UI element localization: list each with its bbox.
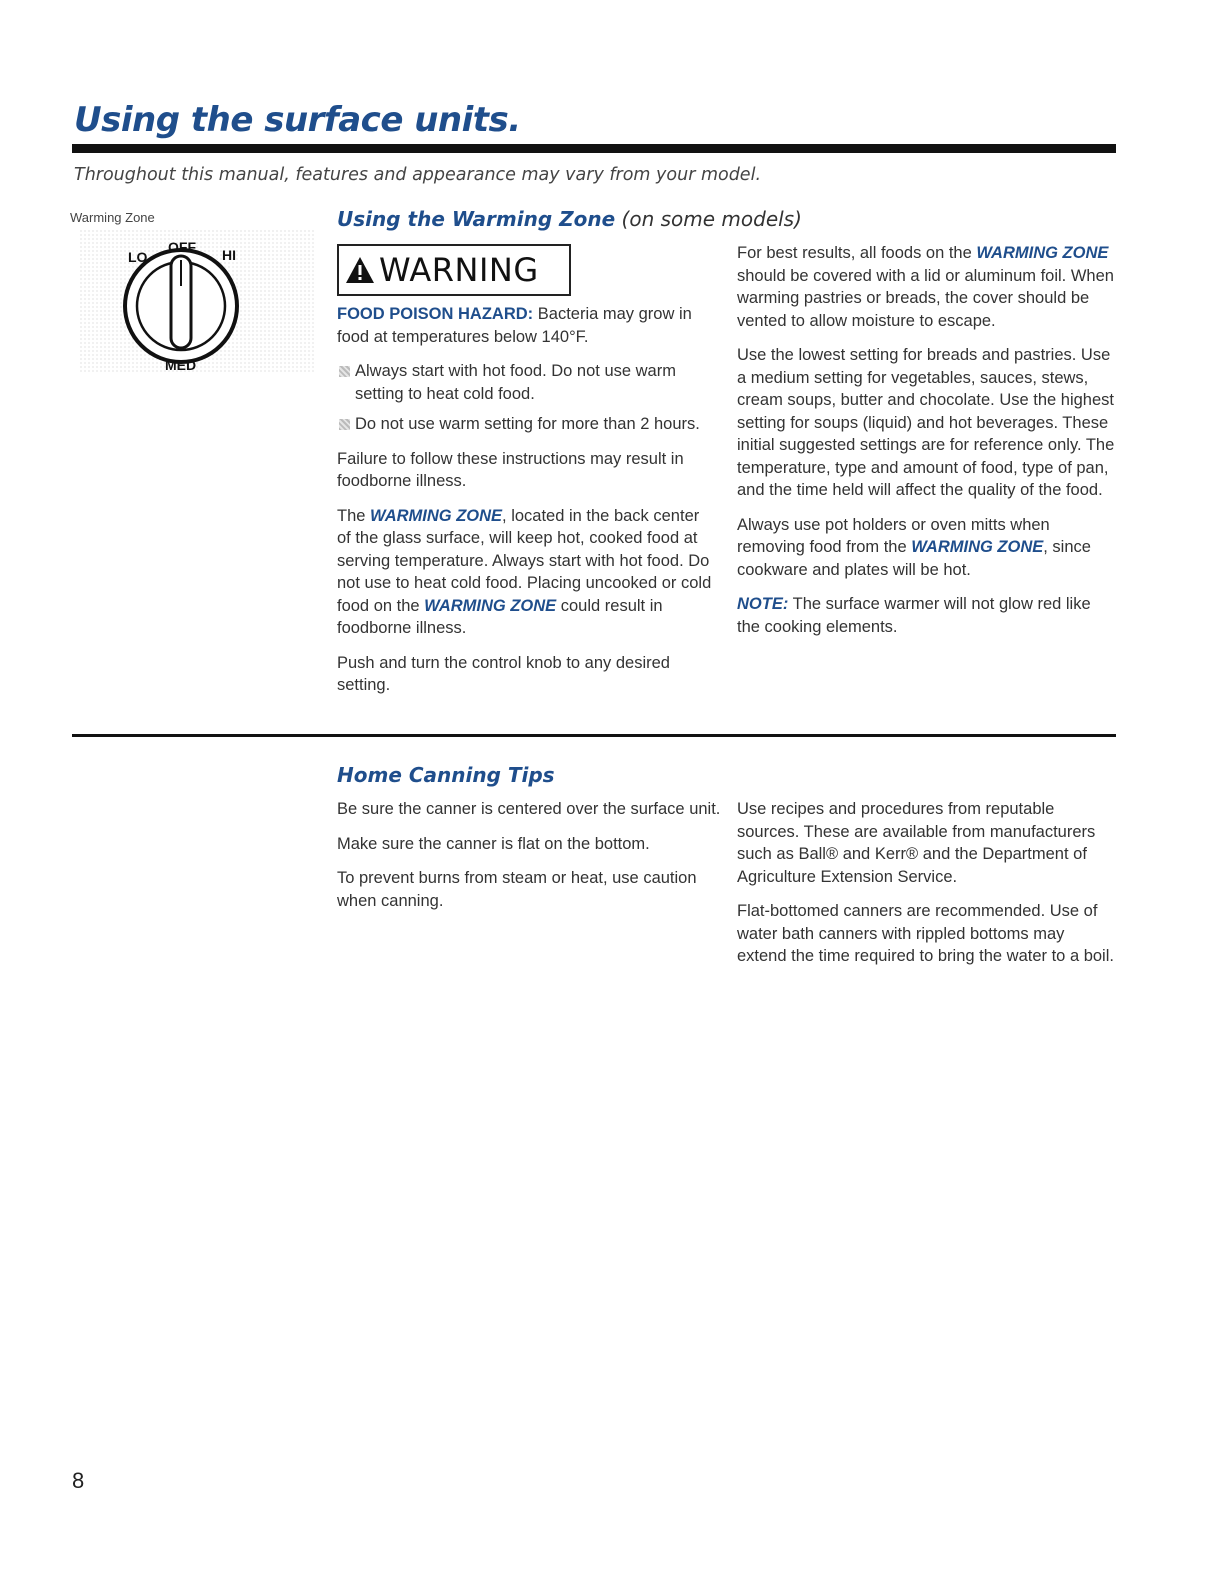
knob-label-med: MED: [165, 357, 197, 372]
section-divider: [72, 734, 1116, 737]
warning-label: WARNING: [379, 251, 539, 289]
note-label: NOTE:: [737, 595, 789, 613]
zone-name: WARMING ZONE: [370, 506, 503, 525]
hazard-text: Bacteria may grow in food at temperatures below 140°F.: [337, 305, 692, 346]
canning-right-column: [737, 798, 1115, 980]
canning-tip: Use recipes and procedures from reputable sources. These are available from manufacturers such as Ball® and Kerr® and the Department of Agriculture Extension Service.: [737, 800, 1096, 886]
failure-paragraph: Failure to follow these instructions may result in foodborne illness.: [337, 449, 684, 490]
canning-tip: Flat-bottomed canners are recommended. Use of water bath canners with rippled bottoms may extend the time required to bring the water to a boil.: [737, 902, 1114, 965]
text-run: could result in foodborne illness.: [337, 596, 663, 637]
settings-paragraph: Use the lowest setting for breads and pastries. Use a medium setting for vegetables, sauces, stews, cream soups, butter and chocolate. Use the highest setting for soups (liquid) and hot beverages. These initial suggested settings are for reference only. The temperature, type and amount of food, type of pan, and the time held will affect the quality of the food.: [737, 346, 1115, 499]
zone-name: WARMING ZONE: [976, 244, 1109, 262]
bullet-square-icon: [339, 419, 350, 430]
hazard-label: FOOD POISON HAZARD:: [337, 305, 534, 323]
canning-heading: [337, 763, 555, 787]
text-run: , located in the back center of the glass surface, will keep hot, cooked food at serving temperature. Always start with hot food. Do not use to heat cold food. Placing uncooked or cold food on the: [337, 506, 712, 615]
page-number: 8: [72, 1468, 85, 1493]
title-rule: [72, 144, 1116, 153]
warming-zone-heading-qualifier: (on some models): [615, 207, 802, 231]
zone-name: WARMING ZONE: [911, 538, 1044, 556]
list-item: [337, 360, 717, 405]
location-paragraph: [337, 505, 717, 640]
bullet-text: Always start with hot food. Do not use warm setting to heat cold food.: [355, 362, 676, 403]
potholders-paragraph: [737, 514, 1115, 582]
text-run: should be covered with a lid or aluminum foil. When warming pastries or breads, the cover should be vented to allow moisture to escape.: [737, 266, 1114, 330]
warming-zone-heading-main: Using the Warming Zone: [337, 207, 616, 231]
figure-caption: Warming Zone: [70, 210, 155, 225]
hazard-paragraph: [337, 303, 717, 348]
bullet-square-icon: [339, 366, 350, 377]
knob-label-lo: LO: [128, 249, 148, 265]
push-paragraph: Push and turn the control knob to any desired setting.: [337, 653, 670, 694]
text-run: , since cookware and plates will be hot.: [737, 538, 1091, 579]
warming-zone-right-column: [737, 242, 1115, 650]
text-run: Always use pot holders or oven mitts when removing food from the: [737, 515, 1050, 556]
list-item: [337, 413, 717, 436]
warning-box: [337, 244, 571, 296]
canning-left-column: [337, 798, 722, 924]
page-title: Using the surface units.: [74, 100, 521, 140]
page-subtitle: Throughout this manual, features and appearance may vary from your model.: [74, 165, 762, 185]
knob-label-off: OFF: [168, 239, 196, 255]
note-paragraph: [737, 593, 1115, 638]
warming-zone-heading: [337, 207, 802, 231]
canning-tip: To prevent burns from steam or heat, use caution when canning.: [337, 869, 697, 910]
canning-heading-text: Home Canning Tips: [337, 763, 555, 787]
note-text: The surface warmer will not glow red like the cooking elements.: [737, 595, 1091, 636]
knob-label-hi: HI: [222, 247, 236, 263]
warning-triangle-icon: [345, 255, 375, 285]
zone-name: WARMING ZONE: [424, 596, 557, 615]
warming-zone-left-column: [337, 303, 717, 709]
best-results-paragraph: [737, 242, 1115, 332]
text-run: The: [337, 506, 371, 525]
bullet-text: Do not use warm setting for more than 2 hours.: [355, 415, 700, 433]
text-run: For best results, all foods on the: [737, 244, 977, 262]
warming-zone-knob-figure: [80, 230, 316, 372]
canning-tip: Be sure the canner is centered over the surface unit.: [337, 800, 721, 818]
canning-tip: Make sure the canner is flat on the bottom.: [337, 834, 650, 853]
